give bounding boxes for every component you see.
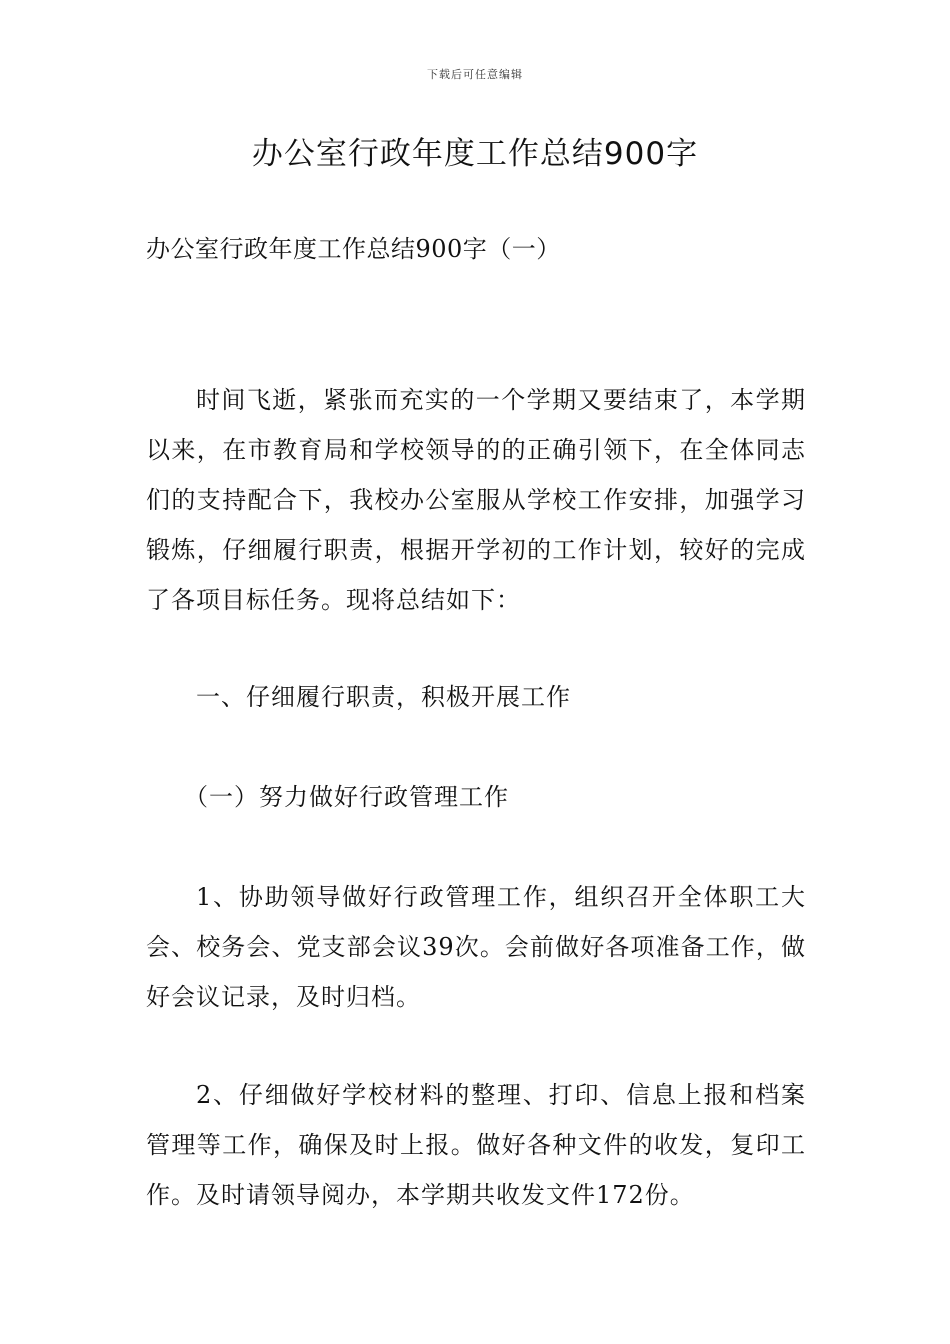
list-item-2: 2、仔细做好学校材料的整理、打印、信息上报和档案管理等工作，确保及时上报。做好各种文件的收发，复印工作。及时请领导阅办，本学期共收发文件172份。 [146,1081,806,1209]
intro-paragraph: 时间飞逝，紧张而充实的一个学期又要结束了，本学期以来，在市教育局和学校领导的的正确引领下，在全体同志们的支持配合下，我校办公室服从学校工作安排，加强学习锻炼，仔细履行职责，根据开学初的工作计划，较好的完成了各项目标任务。现将总结如下： [146,386,806,614]
document-title: 办公室行政年度工作总结900字 [251,136,699,172]
download-edit-note: 下载后可任意编辑 [427,68,523,81]
list-item-1: 1、协助领导做好行政管理工作，组织召开全体职工大会、校务会、党支部会议39次。会前做好各项准备工作，做好会议记录，及时归档。 [146,883,806,1011]
subsection-heading: （一）努力做好行政管理工作 [184,783,509,811]
document-subtitle: 办公室行政年度工作总结900字（一） [146,235,561,263]
section-heading: 一、仔细履行职责，积极开展工作 [196,683,571,711]
